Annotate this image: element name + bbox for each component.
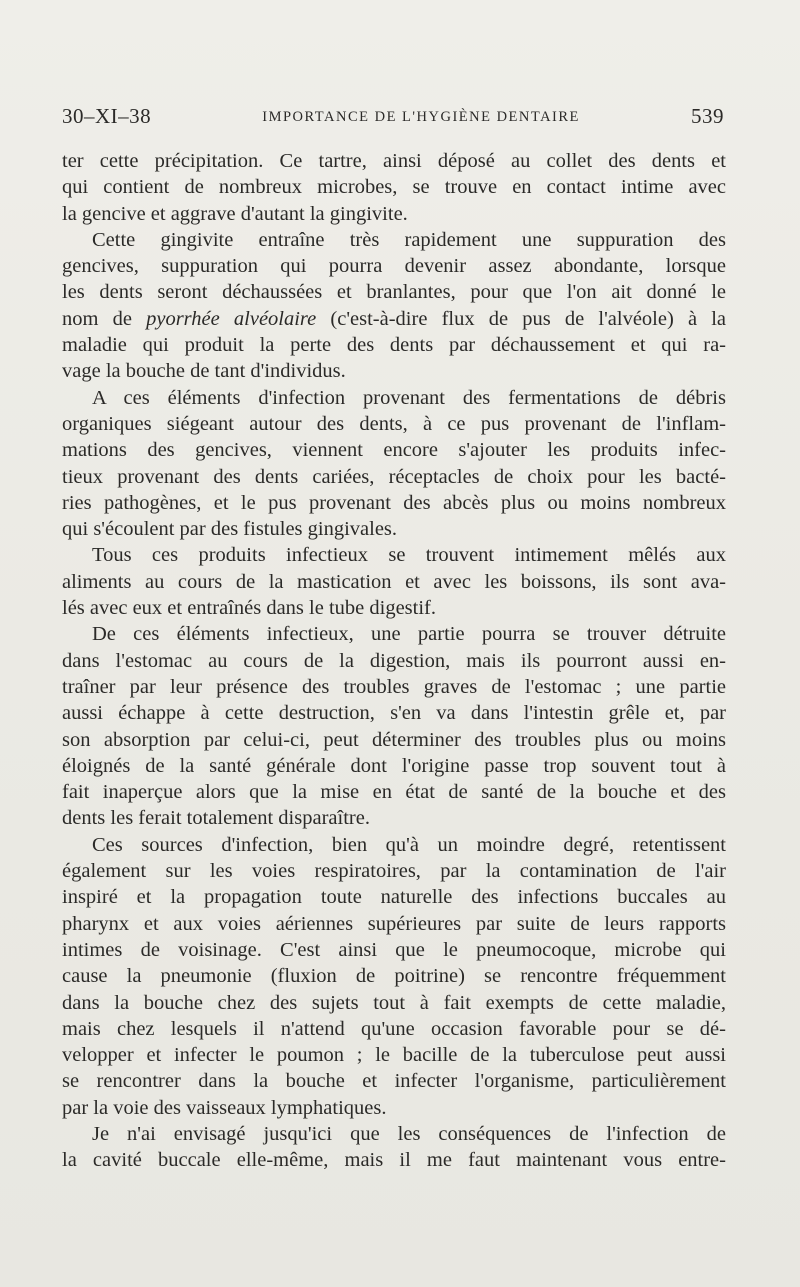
text-line: cause la pneumonie (fluxion de poitrine) se rencontre fréquemment [62,965,726,988]
text-line: dents les ferait totalement disparaître. [62,807,370,830]
text-line: aussi échappe à cette destruction, s'en va dans l'intestin grêle et, par [62,702,726,725]
text-line: aliments au cours de la mastication et avec les boissons, ils sont ava- [62,570,726,593]
running-header [62,104,724,134]
text-line: mais chez lesquels il n'attend qu'une occasion favorable pour se dé- [62,1017,726,1040]
text-span: nom de [62,307,147,330]
text-line: inspiré et la propagation toute naturelle des infections buccales au [62,886,726,909]
text-line: par la voie des vaisseaux lymphatiques. [62,1096,387,1119]
text-line: Ces sources d'infection, bien qu'à un moindre degré, retentissent [92,833,726,856]
text-line: Je n'ai envisagé jusqu'ici que les conséquences de l'infection de [92,1122,726,1145]
text-line: organiques siégeant autour des dents, à ce pus provenant de l'inflam- [62,412,726,435]
italic-term: pyorrhée alvéolaire [146,307,317,330]
text-line: maladie qui produit la perte des dents par déchaussement et qui ra- [62,334,726,357]
text-line: ter cette précipitation. Ce tartre, ainsi déposé au collet des dents et [62,150,726,172]
text-line [62,306,726,332]
text-line: les dents seront déchaussées et branlantes, pour que l'on ait donné le [62,281,726,304]
text-line: intimes de voisinage. C'est ainsi que le pneumocoque, microbe qui [62,938,726,961]
text-line: fait inaperçue alors que la mise en état de santé de la bouche et des [62,781,726,804]
text-line: vage la bouche de tant d'individus. [62,360,346,383]
text-line: se rencontrer dans la bouche et infecter l'organisme, particulièrement [62,1070,726,1093]
text-line: dans l'estomac au cours de la digestion, mais ils pourront aussi en- [62,649,726,672]
text-line: velopper et infecter le poumon ; le bacille de la tuberculose peut aussi [62,1044,726,1067]
text-line: A ces éléments d'infection provenant des fermentations de débris [92,386,726,409]
text-line: son absorption par celui-ci, peut déterminer des troubles plus ou moins [62,728,726,751]
text-span: (c'est-à-dire flux de pus de l'alvéole) à la [316,307,726,330]
text-line: également sur les voies respiratoires, par la contamination de l'air [62,860,726,883]
text-line: traîner par leur présence des troubles graves de l'estomac ; une partie [62,675,726,698]
text-line: mations des gencives, viennent encore s'ajouter les produits infec- [62,439,726,462]
body-text [62,148,726,1174]
header-date: 30–XI–38 [62,104,152,128]
text-line: dans la bouche chez des sujets tout à fait exempts de cette maladie, [62,991,726,1014]
text-line: qui contient de nombreux microbes, se trouve en contact intime avec [62,176,726,199]
text-line: Cette gingivite entraîne très rapidement une suppuration des [92,228,726,251]
text-line: lés avec eux et entraînés dans le tube digestif. [62,597,436,620]
header-title: IMPORTANCE DE L'HYGIÈNE DENTAIRE [262,109,580,125]
page-number: 539 [690,104,724,128]
text-line: tieux provenant des dents cariées, réceptacles de choix pour les bacté- [62,465,726,488]
text-line: gencives, suppuration qui pourra devenir assez abondante, lorsque [62,255,726,278]
text-line: qui s'écoulent par des fistules gingivales. [62,518,398,541]
text-line: la cavité buccale elle-même, mais il me faut maintenant vous entre- [62,1149,726,1172]
text-line: ries pathogènes, et le pus provenant des abcès plus ou moins nombreux [62,491,726,514]
text-line: Tous ces produits infectieux se trouvent intimement mêlés aux [92,544,726,567]
text-line: éloignés de la santé générale dont l'origine passe trop souvent tout à [62,754,726,777]
text-line: pharynx et aux voies aériennes supérieures par suite de leurs rapports [62,912,726,935]
text-line: De ces éléments infectieux, une partie pourra se trouver détruite [92,623,726,646]
text-line: la gencive et aggrave d'autant la gingivite. [62,202,408,225]
